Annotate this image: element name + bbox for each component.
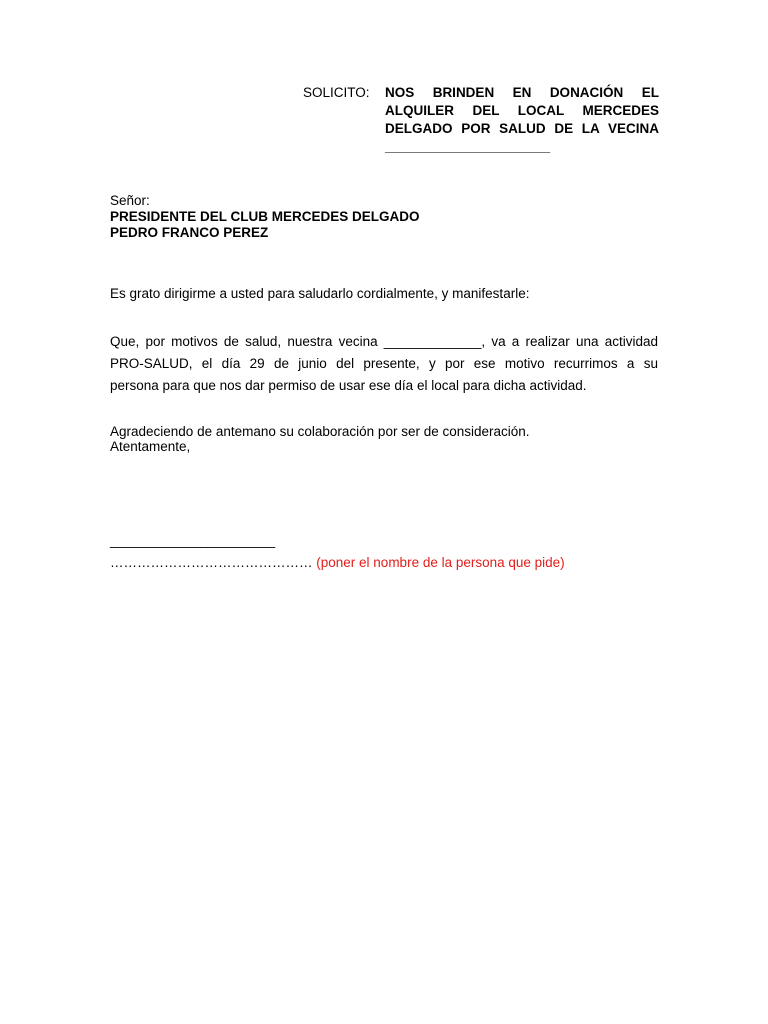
body-line: Que, por motivos de salud, nuestra vecina _____________, va a realizar una actividad — [110, 334, 658, 349]
solicito-subject — [385, 84, 659, 156]
signature-name-row — [110, 554, 565, 572]
closing-block — [110, 424, 530, 454]
recipient-block — [110, 209, 420, 241]
solicito-label: SOLICITO: — [303, 85, 370, 100]
solicito-line: DELGADO POR SALUD DE LA VECINA — [385, 121, 659, 136]
closing-thanks: Agradeciendo de antemano su colaboración por ser de consideración. — [110, 424, 530, 439]
signature-instruction: (poner el nombre de la persona que pide) — [316, 555, 565, 570]
signature-line: ______________________ — [110, 533, 276, 548]
body-line: persona para que nos dar permiso de usar ese día el local para dicha actividad. — [110, 378, 587, 393]
salutation: Señor: — [110, 193, 150, 208]
solicito-line: NOS BRINDEN EN DONACIÓN EL — [385, 85, 659, 100]
recipient-title: PRESIDENTE DEL CLUB MERCEDES DELGADO — [110, 209, 420, 224]
solicito-line: ALQUILER DEL LOCAL MERCEDES — [385, 103, 659, 118]
closing-signoff: Atentamente, — [110, 439, 191, 454]
recipient-name: PEDRO FRANCO PEREZ — [110, 225, 269, 240]
body-paragraph — [110, 331, 658, 397]
body-line: PRO-SALUD, el día 29 de junio del presente, y por ese motivo recurrimos a su — [110, 356, 658, 371]
solicito-blank-line: ______________________ — [385, 139, 551, 154]
signature-dots: ……………………………………… — [110, 555, 317, 570]
greeting-text: Es grato dirigirme a usted para saludarlo cordialmente, y manifestarle: — [110, 286, 530, 301]
